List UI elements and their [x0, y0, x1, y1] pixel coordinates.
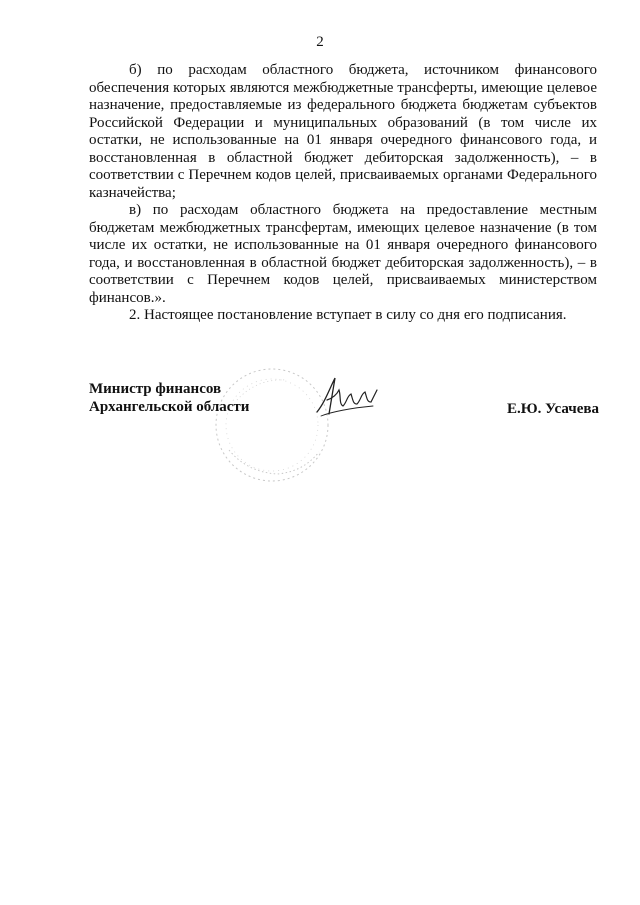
- paragraph-b: б) по расходам областного бюджета, источником финансового обеспечения которых являются межбюджетные трансферты, имеющие целевое назначение, предоставляемые из федерального бюджета бюджетам субъектов Российской Федерации и муниципальных образований (в том числе их остатки, не использованные на 01 января очередного финансового года, и восстановленная в областной бюджет дебиторская задолженность), – в соответствии с Перечнем кодов целей, присваиваемых органами Федерального казначейства;: [89, 62, 597, 201]
- paragraph-v: в) по расходам областного бюджета на предоставление местным бюджетам межбюджетных трансфертам, имеющих целевое назначение (в том числе их остатки, не использованные на 01 января очередного финансового года, и восстановленная в областной бюджет дебиторская задолженность), – в соответствии с Перечнем кодов целей, присваиваемых министерством финансов.».: [89, 202, 597, 306]
- signatory-name: Е.Ю. Усачева: [507, 401, 599, 417]
- signatory-title-line-1: Министр финансов: [89, 381, 222, 397]
- signatory-title-line-2: Архангельской области: [89, 399, 250, 415]
- signature-block: [89, 380, 599, 490]
- handwritten-signature-icon: [311, 372, 381, 420]
- paragraph-2: 2. Настоящее постановление вступает в силу со дня его подписания.: [129, 307, 567, 323]
- signatory-title: [89, 380, 249, 416]
- page-number: 2: [316, 34, 324, 50]
- document-body: [89, 62, 597, 325]
